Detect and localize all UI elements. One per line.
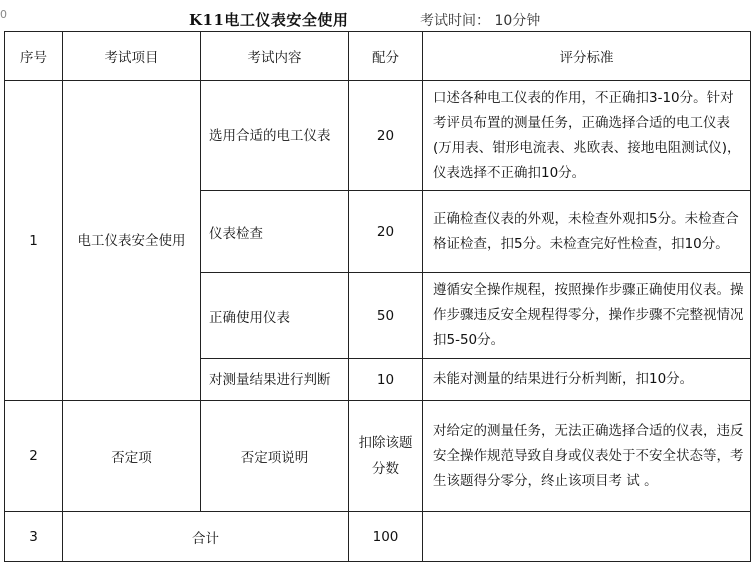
header-content: 考试内容 (201, 32, 349, 81)
header-project: 考试项目 (63, 32, 201, 81)
row2-project: 否定项 (63, 401, 201, 512)
row1-no: 1 (5, 81, 63, 401)
row2-content: 否定项说明 (201, 401, 349, 512)
header-score: 配分 (349, 32, 423, 81)
margin-marker: 0 (0, 8, 7, 21)
row1-content-1: 选用合适的电工仪表 (201, 81, 349, 191)
row3-no: 3 (5, 512, 63, 562)
row1-standard-4: 未能对测量的结果进行分析判断，扣10分。 (423, 359, 751, 401)
row1-project: 电工仪表安全使用 (63, 81, 201, 401)
row3-total-label: 合计 (63, 512, 349, 562)
table-row (5, 512, 751, 562)
header-standard: 评分标准 (423, 32, 751, 81)
row1-standard-1: 口述各种电工仪表的作用，不正确扣3-10分。针对考评员布置的测量任务，正确选择合适的电工仪表(万用表、钳形电流表、兆欧表、接地电阻测试仪)，仪表选择不正确扣10分。 (423, 81, 751, 191)
row1-content-2: 仪表检查 (201, 191, 349, 273)
row1-score-4: 10 (349, 359, 423, 401)
row1-standard-2: 正确检查仪表的外观，未检查外观扣5分。未检查合格证检查，扣5分。未检查完好性检查，扣10分。 (423, 191, 751, 273)
table-row (5, 81, 751, 191)
row1-score-1: 20 (349, 81, 423, 191)
page-title: K11电工仪表安全使用 (189, 11, 349, 29)
row1-content-4: 对测量结果进行判断 (201, 359, 349, 401)
row2-standard: 对给定的测量任务，无法正确选择合适的仪表，违反安全操作规范导致自身或仪表处于不安全状态等，考生该题得分零分，终止该项目考 试 。 (423, 401, 751, 512)
row1-content-3: 正确使用仪表 (201, 273, 349, 359)
row2-no: 2 (5, 401, 63, 512)
row3-score: 100 (349, 512, 423, 562)
table-row (5, 401, 751, 512)
row1-standard-3: 遵循安全操作规程，按照操作步骤正确使用仪表。操作步骤违反安全规程得零分，操作步骤不完整视情况扣5-50分。 (423, 273, 751, 359)
table-header-row (5, 32, 751, 81)
header-no: 序号 (5, 32, 63, 81)
scoring-table (4, 31, 751, 562)
row3-standard (423, 512, 751, 562)
row2-score: 扣除该题分数 (349, 401, 423, 512)
row1-score-3: 50 (349, 273, 423, 359)
row1-score-2: 20 (349, 191, 423, 273)
exam-time: 考试时间： 10分钟 (420, 13, 541, 29)
